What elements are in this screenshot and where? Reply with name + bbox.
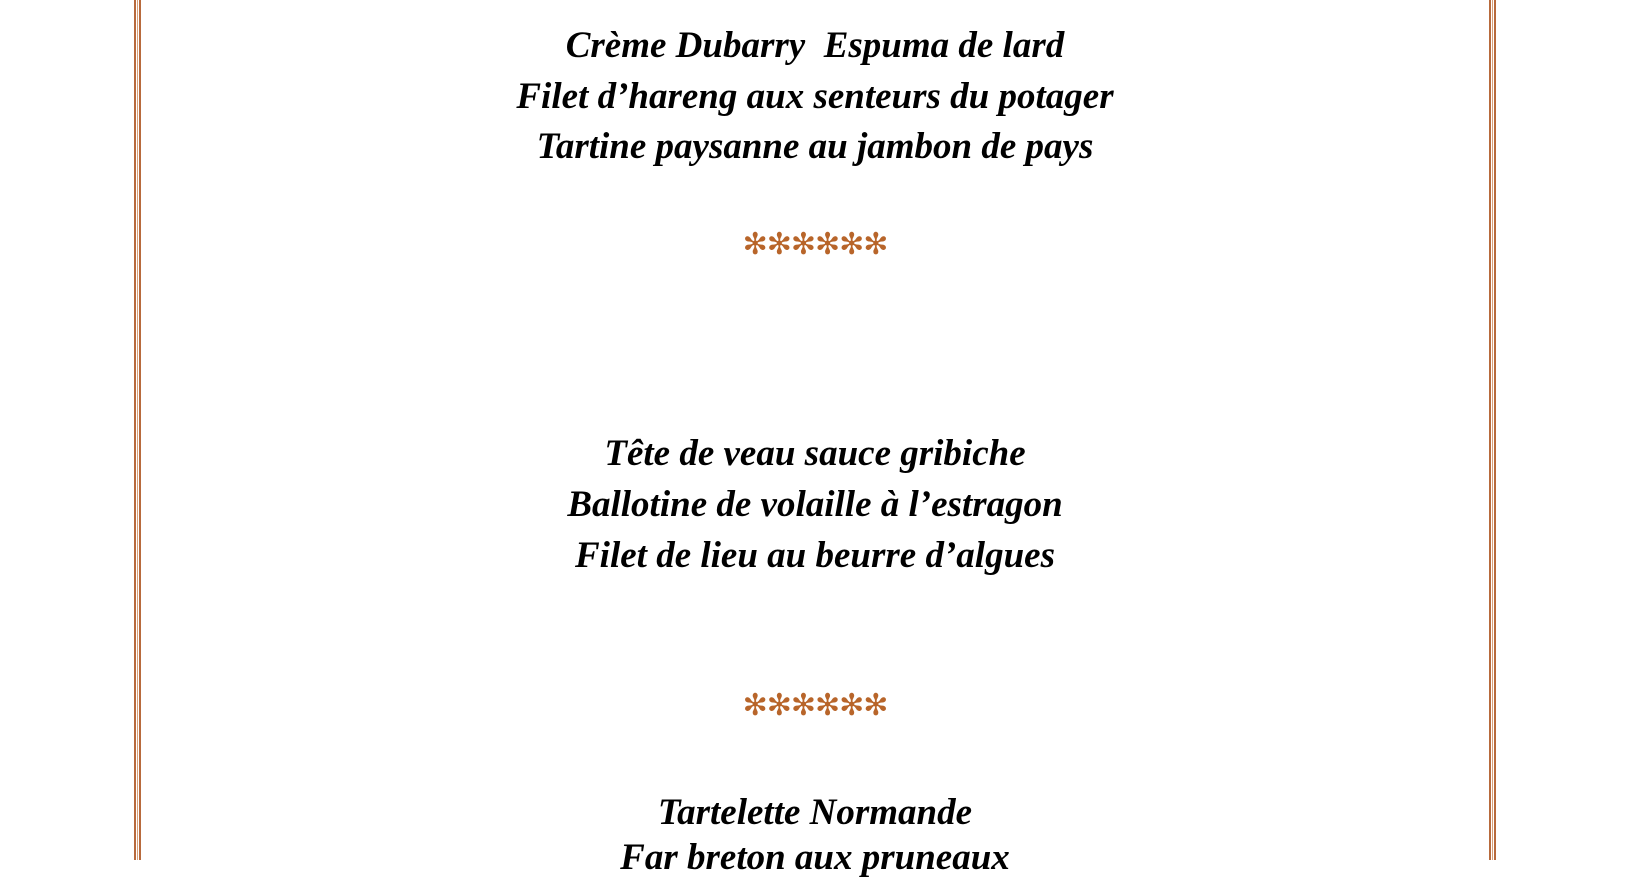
menu-item: Tartelette Normande (657, 792, 973, 833)
border-line (1494, 0, 1496, 860)
border-line (134, 0, 136, 860)
menu-item: Filet d’hareng aux senteurs du potager (516, 76, 1114, 117)
border-line (1492, 0, 1493, 860)
menu-item: Tête de veau sauce gribiche (604, 433, 1026, 474)
border-line (137, 0, 138, 860)
menu-item: Far breton aux pruneaux (620, 837, 1010, 878)
menu-item: Tartine paysanne au jambon de pays (536, 126, 1094, 167)
border-line (1489, 0, 1491, 860)
separator-asterisks: ✻✻✻✻✻✻ (742, 227, 888, 262)
menu-item: Filet de lieu au beurre d’algues (575, 535, 1055, 576)
separator-asterisks: ✻✻✻✻✻✻ (742, 688, 888, 723)
menu-item: Crème Dubarry Espuma de lard (565, 25, 1065, 66)
menu-item: Ballotine de volaille à l’estragon (567, 484, 1063, 525)
